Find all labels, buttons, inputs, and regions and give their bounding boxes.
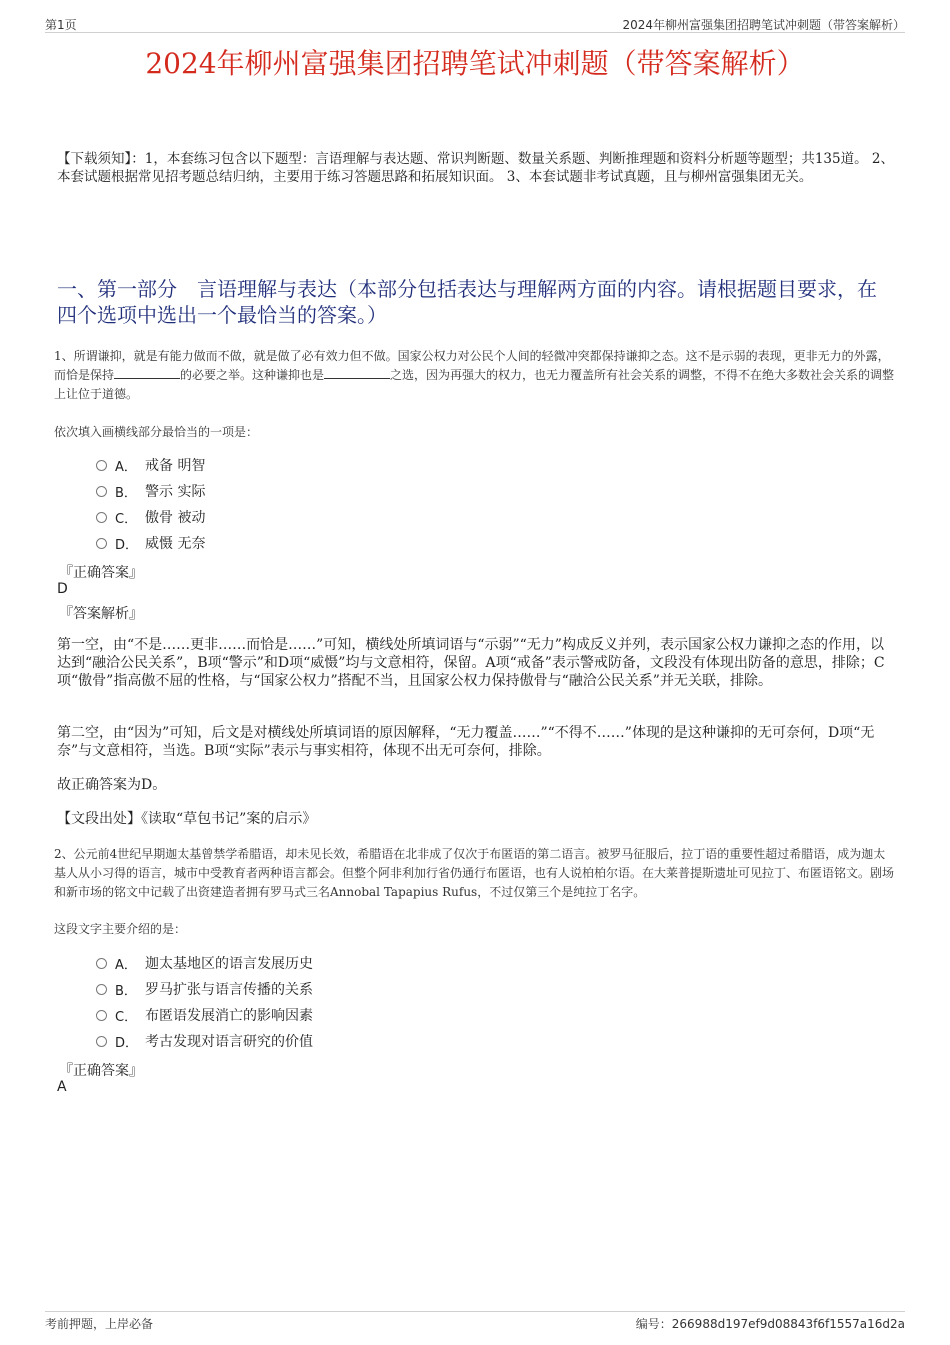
analysis-conclusion: 故正确答案为D。 [57,777,167,793]
correct-answer: A [57,1079,67,1095]
option-c[interactable]: C． 布匿语发展消亡的影响因素 [96,1002,313,1028]
page-number: 第1页 [45,18,77,32]
analysis-paragraph-1: 第一空，由“不是……更非……而恰是……”可知，横线处所填词语与“示弱”“无力”构成反义并列，表示国家公权力谦抑之态的作用，以达到“融洽公民关系”，B项“警示”和D项“威慑”均与文意相符，保留。A项“戒备”表示警戒防备，文段没有体现出防备的意思，排除；C项“傲骨”指高傲不屈的性格，与“国家公权力”搭配不当，且国家公权力保持傲骨与“融洽公民关系”并无关联，排除。 [57,637,885,689]
fill-blank-1 [114,366,180,379]
document-code: 编号：266988d197ef9d08843f6f1557a16d2a [635,1317,905,1331]
question-2-options [96,950,313,1054]
option-d[interactable]: D． 威慑 无奈 [96,530,205,556]
option-a[interactable]: A． 迦太基地区的语言发展历史 [96,950,313,976]
download-notice: 【下载须知】：1，本套练习包含以下题型：言语理解与表达题、常识判断题、数量关系题、判断推理题和资料分析题等题型；共135道。 2、本套试题根据常见招考题总结归纳，主要用于练习答题思路和拓展知识面。 3、本套试题非考试真题，且与柳州富强集团无关。 [57,151,894,185]
page-title: 2024年柳州富强集团招聘笔试冲刺题（带答案解析） [145,47,805,80]
correct-answer: D [57,581,68,597]
question-2-text: 2、公元前4世纪早期迦太基曾禁学希腊语，却未见长效，希腊语在北非成了仅次于布匿语的第二语言。被罗马征服后，拉丁语的重要性超过希腊语，成为迦太基人从小习得的语言，城市中受教育者两种语言都会。但整个阿非利加行省仍通行布匿语，也有人说柏柏尔语。在大莱普提斯遗址可见拉丁、布匿语铭文。剧场和新市场的铭文中记载了出资建造者拥有罗马式三名Annobal Tapapius Rufus，不过仅第三个是纯拉丁名字。 [54,847,895,899]
fill-blank-2 [324,366,390,379]
radio-icon[interactable] [96,538,107,549]
analysis-label: 『答案解析』 [59,606,143,622]
option-b[interactable]: B． 警示 实际 [96,478,205,504]
question-2-prompt: 这段文字主要介绍的是： [54,922,187,936]
radio-icon[interactable] [96,984,107,995]
radio-icon[interactable] [96,460,107,471]
page-header [45,14,905,33]
radio-icon[interactable] [96,1036,107,1047]
correct-answer-label: 『正确答案』 [59,565,143,581]
option-c[interactable]: C． 傲骨 被动 [96,504,205,530]
option-a[interactable]: A． 戒备 明智 [96,452,205,478]
option-d[interactable]: D． 考古发现对语言研究的价值 [96,1028,313,1054]
correct-answer-label: 『正确答案』 [59,1063,143,1079]
section-title: 一、第一部分 言语理解与表达（本部分包括表达与理解两方面的内容。请根据题目要求，在四个选项中选出一个最恰当的答案。） [57,277,877,327]
question-1-options [96,452,205,556]
question-1-text: 1、所谓谦抑，就是有能力做而不做，就是做了必有效力但不做。国家公权力对公民个人间的轻微冲突都保持谦抑之态。这不是示弱的表现，更非无力的外露，而恰是保持 的必要之举。这种谦抑也是 之选，因为再强大的权力，也无力覆盖所有社会关系的调整，不得不在绝大多数社会关系的调整上让位于道德。 [54,349,895,401]
page-footer [45,1311,905,1332]
analysis-paragraph-2: 第二空，由“因为”可知，后文是对横线处所填词语的原因解释，“无力覆盖……”“不得不……”体现的是这种谦抑的无可奈何，D项“无奈”与文意相符，当选。B项“实际”表示与事实相符，体现不出无可奈何，排除。 [57,725,875,759]
header-doc-title: 2024年柳州富强集团招聘笔试冲刺题（带答案解析） [622,18,905,32]
radio-icon[interactable] [96,958,107,969]
radio-icon[interactable] [96,486,107,497]
footer-slogan: 考前押题，上岸必备 [45,1317,154,1331]
question-1-prompt: 依次填入画横线部分最恰当的一项是： [54,425,259,439]
option-b[interactable]: B． 罗马扩张与语言传播的关系 [96,976,313,1002]
radio-icon[interactable] [96,1010,107,1021]
text-source: 【文段出处】《读取“草包书记”案的启示》 [57,811,317,827]
radio-icon[interactable] [96,512,107,523]
